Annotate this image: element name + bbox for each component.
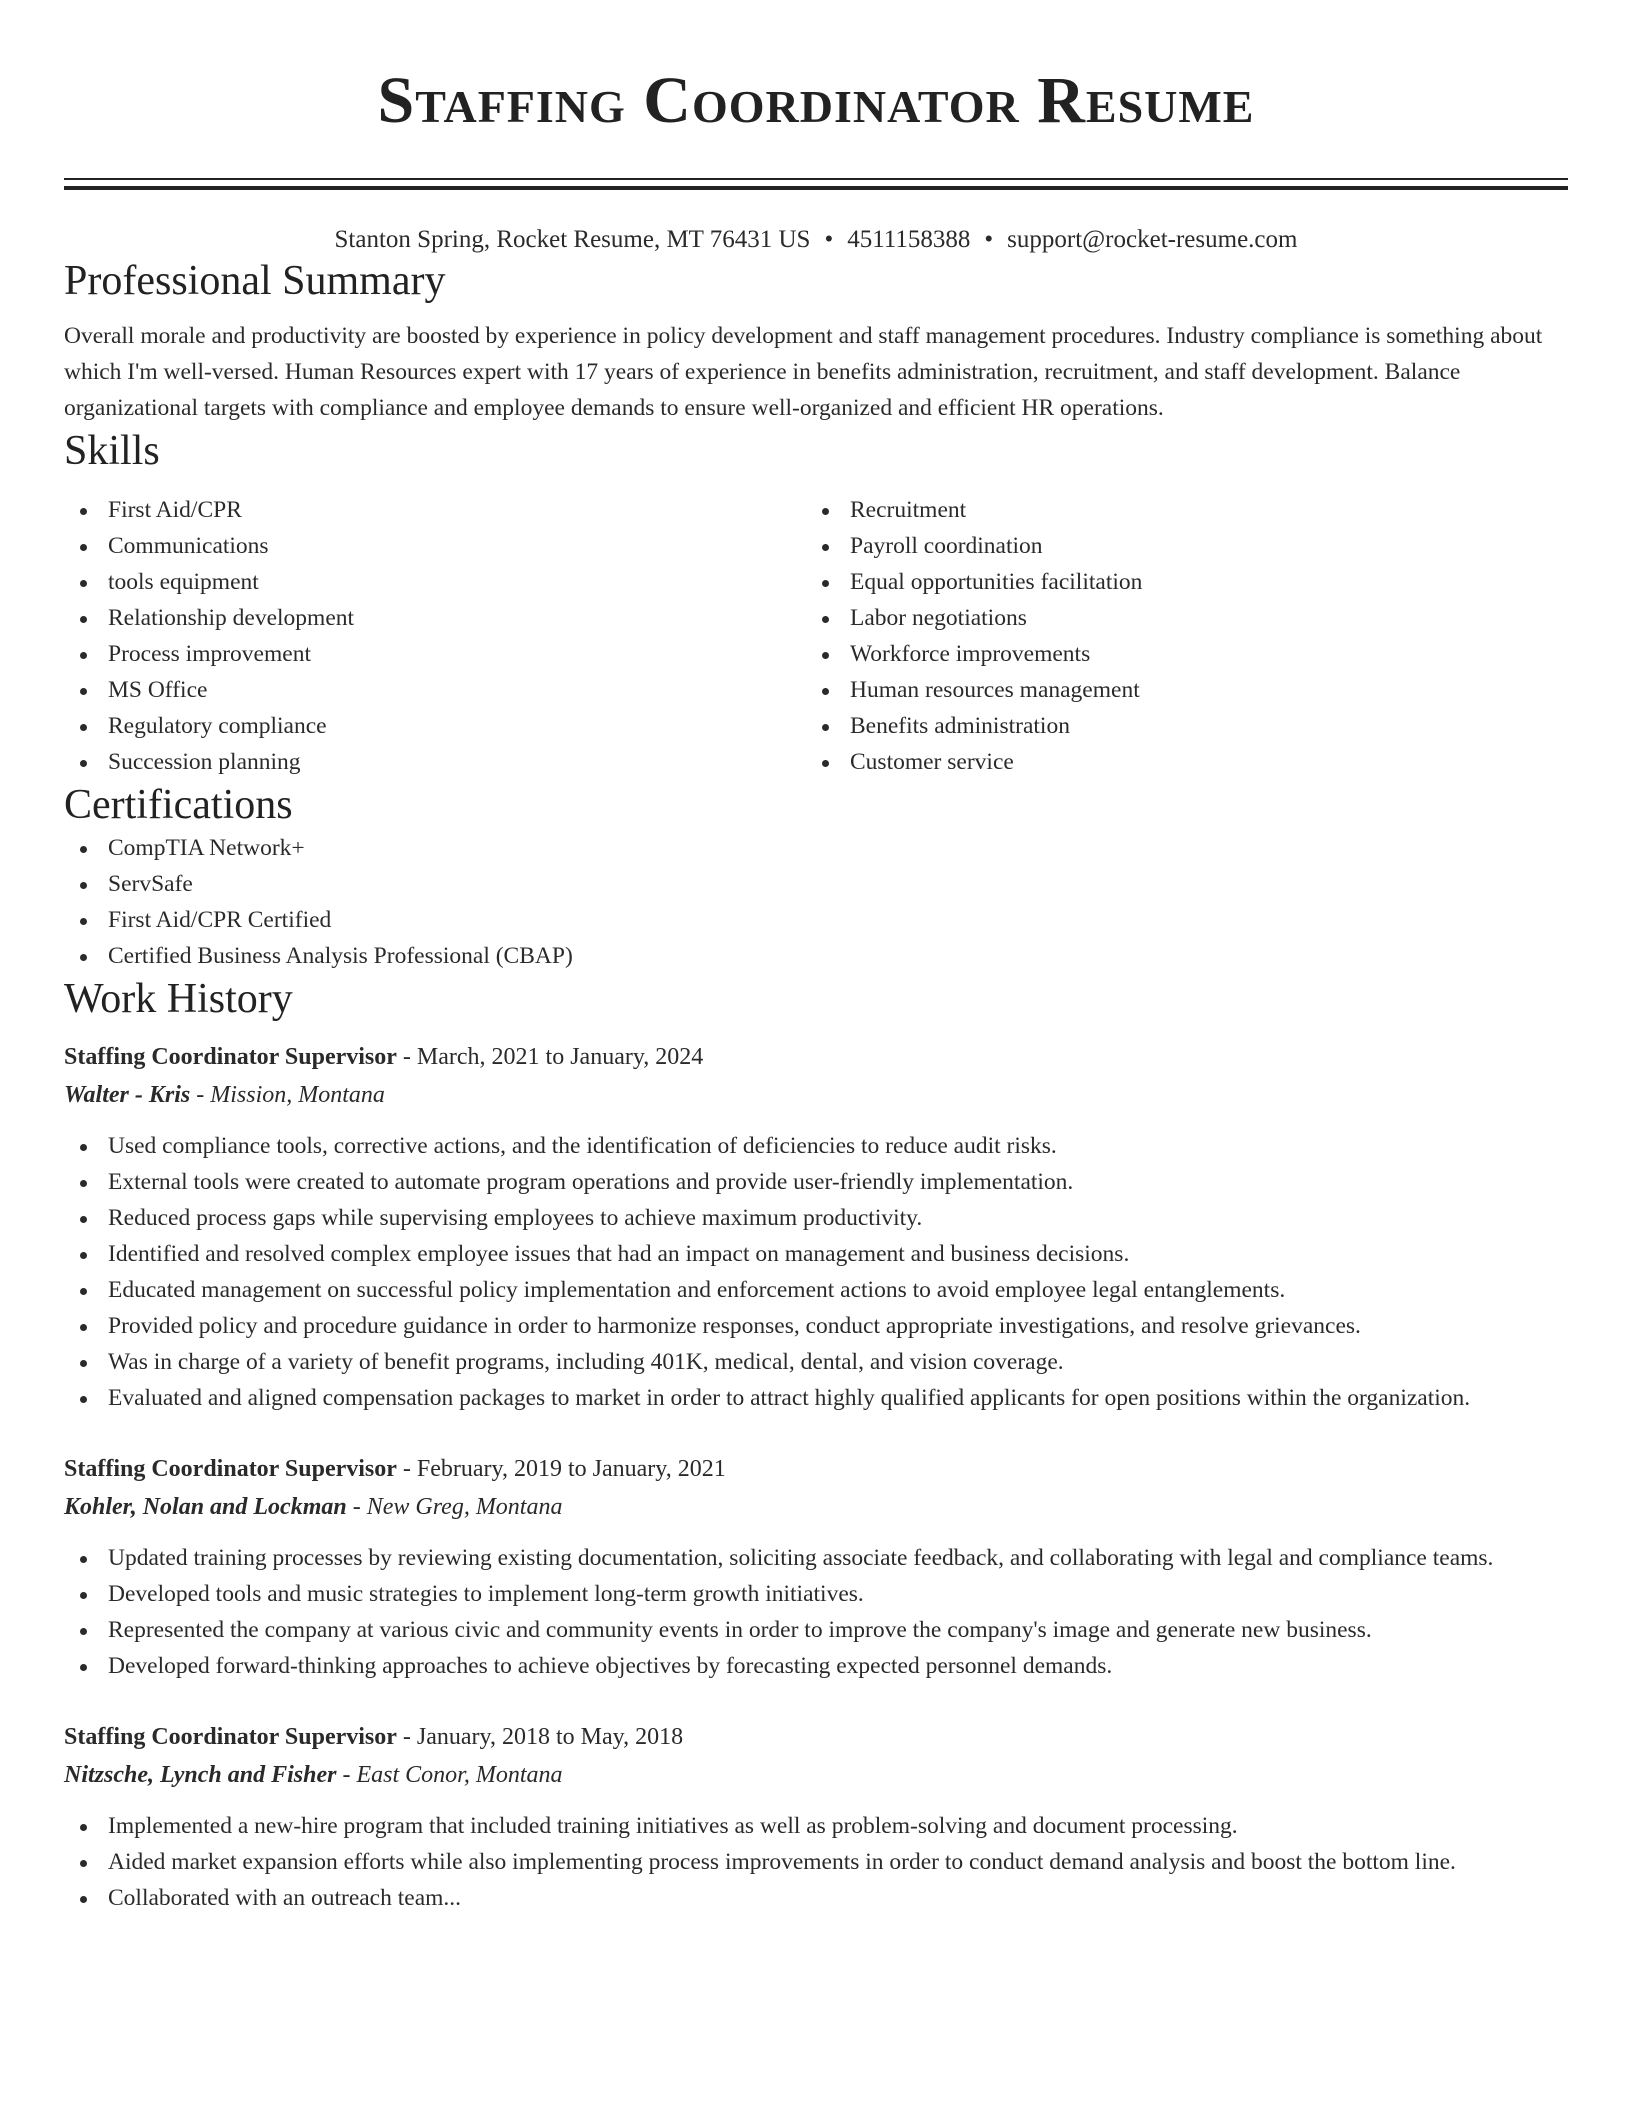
job-dates: - February, 2019 to January, 2021 <box>396 1456 726 1482</box>
skill-item: Customer service <box>806 744 1548 780</box>
certifications-list <box>64 830 1568 974</box>
skill-item: Workforce improvements <box>806 636 1548 672</box>
job-title-line <box>64 1038 1568 1076</box>
job-title-line <box>64 1450 1568 1488</box>
job-company: Walter - Kris <box>64 1082 191 1108</box>
contact-address: Stanton Spring, Rocket Resume, MT 76431 US <box>334 226 811 253</box>
contact-phone: 4511158388 <box>847 226 971 253</box>
job-title: Staffing Coordinator Supervisor <box>64 1456 397 1482</box>
skill-item: Benefits administration <box>806 708 1548 744</box>
job-entry <box>64 1450 1568 1684</box>
certifications-heading: Certifications <box>64 782 293 828</box>
job-bullet: Developed forward-thinking approaches to achieve objectives by forecasting expected personnel demands. <box>64 1648 1568 1684</box>
job-bullet: Was in charge of a variety of benefit programs, including 401K, medical, dental, and vision coverage. <box>64 1344 1568 1380</box>
page-title: Staffing Coordinator Resume <box>377 64 1255 137</box>
job-bullets <box>64 1128 1568 1416</box>
work-history-heading: Work History <box>64 976 293 1022</box>
skill-item: Succession planning <box>64 744 806 780</box>
job-location: - New Greg, Montana <box>346 1494 563 1520</box>
job-entry <box>64 1718 1568 1916</box>
job-company-line <box>64 1076 1568 1114</box>
job-bullet: Used compliance tools, corrective actions, and the identification of deficiencies to reduce audit risks. <box>64 1128 1568 1164</box>
job-company-line <box>64 1488 1568 1526</box>
job-bullet: Collaborated with an outreach team... <box>64 1880 1568 1916</box>
job-bullet: Educated management on successful policy implementation and enforcement actions to avoid employee legal entanglements. <box>64 1272 1568 1308</box>
skill-item: First Aid/CPR <box>64 492 806 528</box>
job-company-line <box>64 1756 1568 1794</box>
skills-list-left <box>64 492 806 780</box>
job-title: Staffing Coordinator Supervisor <box>64 1724 397 1750</box>
summary-text: Overall morale and productivity are boosted by experience in policy development and staff management procedures. Industry compliance is something about which I'm well-versed. Human Resources expert with 17 years of experience in benefits administration, recruitment, and staff development. Balance organizational targets with compliance and employee demands to ensure well-organized and efficient HR operations. <box>64 323 1543 421</box>
job-company: Nitzsche, Lynch and Fisher <box>64 1762 337 1788</box>
job-bullets <box>64 1808 1568 1916</box>
job-bullet: External tools were created to automate program operations and provide user-friendly implementation. <box>64 1164 1568 1200</box>
job-company: Kohler, Nolan and Lockman <box>64 1494 347 1520</box>
job-bullet: Provided policy and procedure guidance in order to harmonize responses, conduct appropriate investigations, and resolve grievances. <box>64 1308 1568 1344</box>
job-bullet: Evaluated and aligned compensation packages to market in order to attract highly qualified applicants for open positions within the organization. <box>64 1380 1568 1416</box>
job-bullet: Implemented a new-hire program that included training initiatives as well as problem-solving and document processing. <box>64 1808 1568 1844</box>
job-location: - East Conor, Montana <box>336 1762 563 1788</box>
certification-item: First Aid/CPR Certified <box>64 902 1568 938</box>
job-location: - Mission, Montana <box>190 1082 385 1108</box>
skill-item: Communications <box>64 528 806 564</box>
job-title: Staffing Coordinator Supervisor <box>64 1044 397 1070</box>
skill-item: Relationship development <box>64 600 806 636</box>
skill-item: Recruitment <box>806 492 1548 528</box>
job-title-line <box>64 1718 1568 1756</box>
job-bullet: Reduced process gaps while supervising employees to achieve maximum productivity. <box>64 1200 1568 1236</box>
contact-line <box>64 224 1568 256</box>
job-bullet: Updated training processes by reviewing existing documentation, soliciting associate feedback, and collaborating with legal and compliance teams. <box>64 1540 1568 1576</box>
summary-heading: Professional Summary <box>64 258 446 304</box>
contact-separator: • <box>824 226 834 253</box>
job-dates: - January, 2018 to May, 2018 <box>396 1724 684 1750</box>
job-entry <box>64 1038 1568 1416</box>
skill-item: MS Office <box>64 672 806 708</box>
contact-email: support@rocket-resume.com <box>1007 226 1298 253</box>
resume-page <box>64 0 1568 1916</box>
skills-columns <box>64 492 1568 780</box>
skill-item: Payroll coordination <box>806 528 1548 564</box>
job-bullets <box>64 1540 1568 1684</box>
skills-heading: Skills <box>64 428 160 474</box>
job-bullet: Aided market expansion efforts while also implementing process improvements in order to conduct demand analysis and boost the bottom line. <box>64 1844 1568 1880</box>
job-bullet: Identified and resolved complex employee issues that had an impact on management and business decisions. <box>64 1236 1568 1272</box>
certification-item: Certified Business Analysis Professional (CBAP) <box>64 938 1568 974</box>
skills-list-right <box>806 492 1548 780</box>
skill-item: Human resources management <box>806 672 1548 708</box>
certification-item: CompTIA Network+ <box>64 830 1568 866</box>
header-divider <box>64 178 1568 190</box>
job-bullet: Represented the company at various civic and community events in order to improve the company's image and generate new business. <box>64 1612 1568 1648</box>
job-bullet: Developed tools and music strategies to implement long-term growth initiatives. <box>64 1576 1568 1612</box>
skill-item: Labor negotiations <box>806 600 1548 636</box>
contact-separator: • <box>984 226 994 253</box>
job-dates: - March, 2021 to January, 2024 <box>396 1044 704 1070</box>
skill-item: tools equipment <box>64 564 806 600</box>
skill-item: Process improvement <box>64 636 806 672</box>
certification-item: ServSafe <box>64 866 1568 902</box>
skill-item: Equal opportunities facilitation <box>806 564 1548 600</box>
skill-item: Regulatory compliance <box>64 708 806 744</box>
